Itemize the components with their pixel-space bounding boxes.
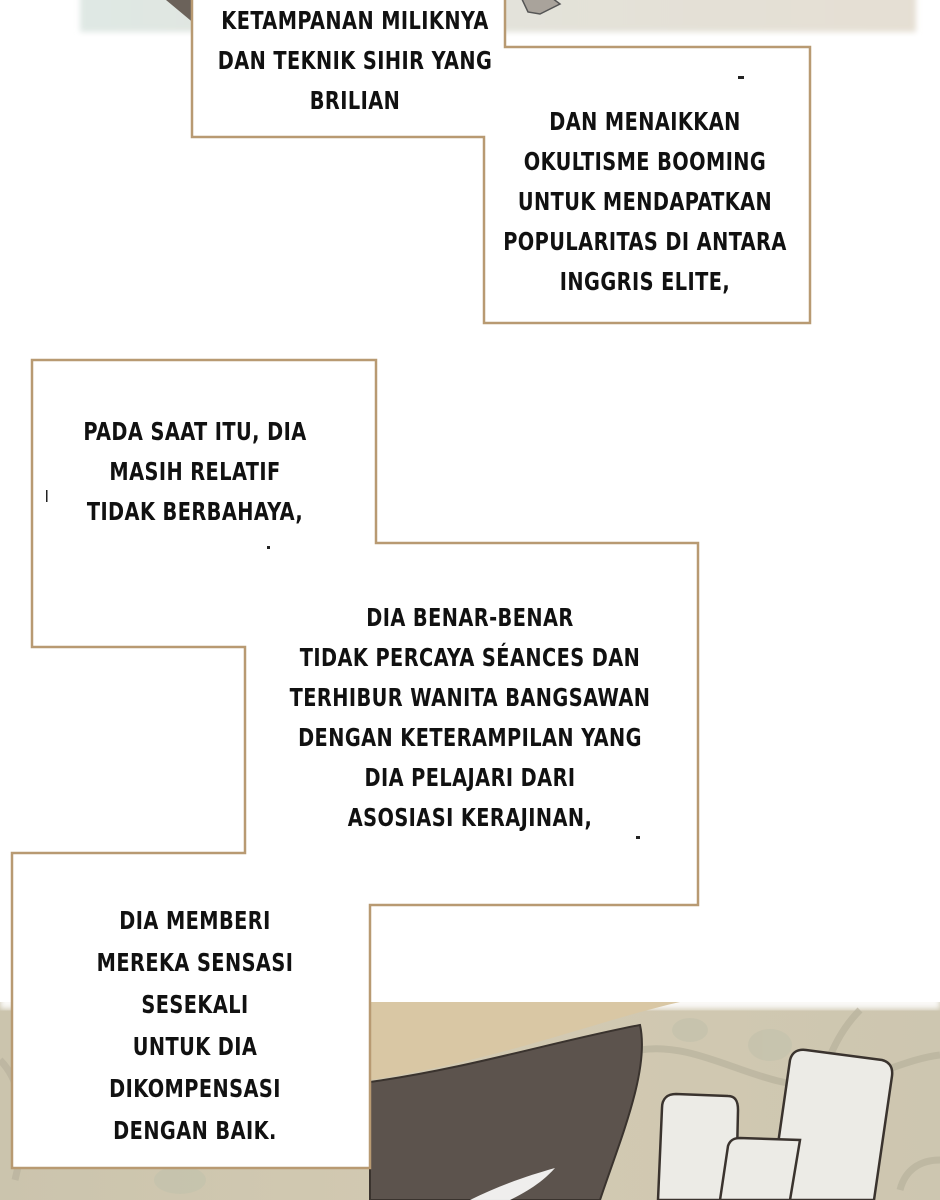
caption-4-line: DIA PELAJARI DARI	[364, 763, 576, 792]
caption-2-line: DAN MENAIKKAN	[549, 107, 741, 136]
caption-3-line: TIDAK BERBAHAYA,	[86, 497, 304, 526]
caption-1	[209, 1, 501, 121]
caption-4-line: TERHIBUR WANITA BANGSAWAN	[289, 683, 651, 712]
caption-4-line: DIA BENAR-BENAR	[366, 603, 574, 632]
speck	[46, 490, 48, 502]
caption-5-line: DIKOMPENSASI	[109, 1074, 281, 1103]
caption-5-line: DIA MEMBERI	[119, 906, 271, 935]
caption-4	[285, 598, 655, 838]
caption-3	[62, 412, 329, 532]
caption-5-line: DENGAN BAIK.	[113, 1116, 277, 1145]
caption-5-line: SESEKALI	[141, 990, 249, 1019]
caption-2-line: INGGRIS ELITE,	[559, 267, 731, 296]
caption-2	[503, 102, 787, 302]
caption-1-line: DAN TEKNIK SIHIR YANG	[217, 46, 493, 75]
caption-5-line: UNTUK DIA	[132, 1032, 258, 1061]
caption-3-line: MASIH RELATIF	[109, 457, 281, 486]
caption-1-line: KETAMPANAN MILIKNYA	[221, 6, 489, 35]
caption-2-line: OKULTISME BOOMING	[523, 147, 767, 176]
caption-4-line: TIDAK PERCAYA SÉANCES DAN	[299, 643, 641, 672]
caption-4-line: ASOSIASI KERAJINAN,	[347, 803, 593, 832]
caption-5-line: MEREKA SENSASI	[96, 948, 294, 977]
speck	[738, 76, 744, 79]
caption-5	[75, 900, 316, 1152]
caption-4-line: DENGAN KETERAMPILAN YANG	[298, 723, 642, 752]
caption-1-line: BRILIAN	[309, 86, 401, 115]
speck	[267, 546, 270, 549]
caption-2-line: UNTUK MENDAPATKAN	[517, 187, 773, 216]
caption-2-line: POPULARITAS DI ANTARA	[503, 227, 787, 256]
caption-3-line: PADA SAAT ITU, DIA	[83, 417, 307, 446]
